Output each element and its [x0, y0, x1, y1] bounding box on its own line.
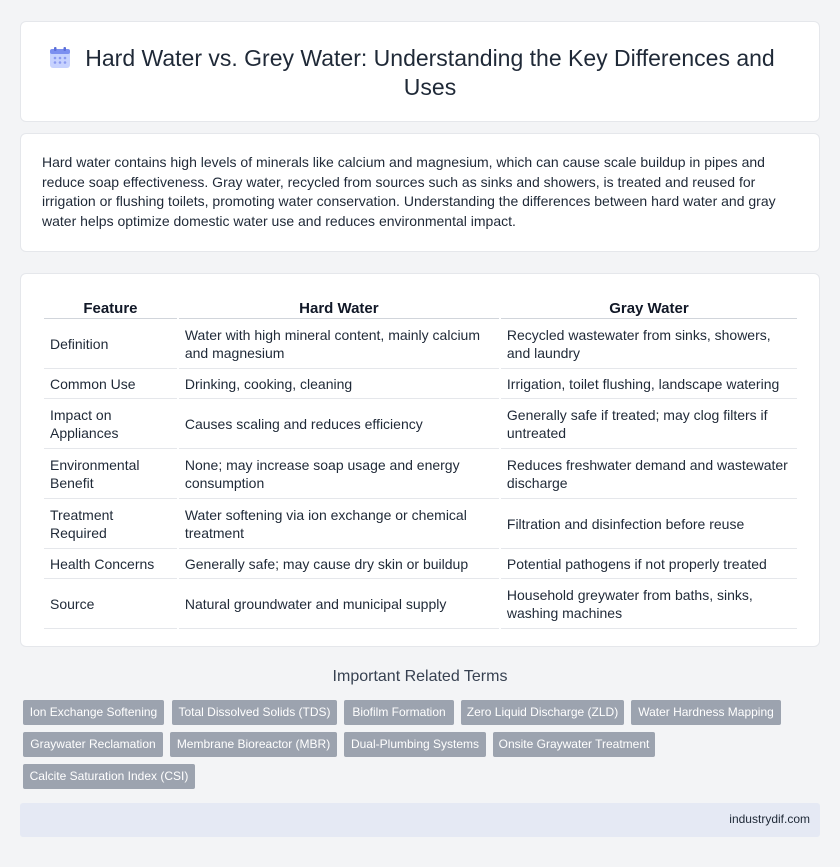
table-row [44, 549, 797, 579]
gray-water-cell: Potential pathogens if not properly treated [501, 549, 797, 579]
footer-site-link[interactable]: industrydif.com [729, 812, 810, 826]
tag-zero-liquid-discharge[interactable]: Zero Liquid Discharge (ZLD) [461, 700, 624, 725]
gray-water-cell: Household greywater from baths, sinks, washing machines [501, 579, 797, 629]
tag-ion-exchange-softening[interactable]: Ion Exchange Softening [23, 700, 164, 725]
table-row [44, 449, 797, 499]
related-terms-heading: Important Related Terms [332, 668, 508, 685]
feature-cell: Impact on Appliances [44, 399, 177, 449]
table-row [44, 579, 797, 629]
tag-dual-plumbing-systems[interactable]: Dual-Plumbing Systems [344, 732, 486, 757]
feature-cell: Definition [44, 319, 177, 369]
gray-water-cell: Irrigation, toilet flushing, landscape watering [501, 369, 797, 399]
hard-water-cell: Drinking, cooking, cleaning [179, 369, 499, 399]
tag-onsite-graywater-treatment[interactable]: Onsite Graywater Treatment [493, 732, 655, 757]
hard-water-cell: Water with high mineral content, mainly calcium and magnesium [179, 319, 499, 369]
table-header-row [44, 295, 797, 319]
gray-water-cell: Recycled wastewater from sinks, showers, and laundry [501, 319, 797, 369]
gray-water-cell: Reduces freshwater demand and wastewater discharge [501, 449, 797, 499]
table-row [44, 369, 797, 399]
tag-graywater-reclamation[interactable]: Graywater Reclamation [23, 732, 163, 757]
tag-membrane-bioreactor[interactable]: Membrane Bioreactor (MBR) [170, 732, 337, 757]
hard-water-cell: Water softening via ion exchange or chemical treatment [179, 499, 499, 549]
table-row [44, 499, 797, 549]
hard-water-cell: Generally safe; may cause dry skin or buildup [179, 549, 499, 579]
gray-water-cell: Generally safe if treated; may clog filters if untreated [501, 399, 797, 449]
header-hard-water: Hard Water [179, 295, 499, 319]
feature-cell: Common Use [44, 369, 177, 399]
comparison-table [42, 295, 799, 629]
tag-biofilm-formation[interactable]: Biofilm Formation [344, 700, 454, 725]
feature-cell: Treatment Required [44, 499, 177, 549]
header-gray-water: Gray Water [501, 295, 797, 319]
hard-water-cell: Natural groundwater and municipal supply [179, 579, 499, 629]
footer [20, 803, 820, 837]
page-title: Hard Water vs. Grey Water: Understanding the Key Differences and Uses [85, 45, 775, 100]
feature-cell: Health Concerns [44, 549, 177, 579]
hard-water-cell: None; may increase soap usage and energy consumption [179, 449, 499, 499]
title-card [20, 21, 820, 122]
table-row [44, 319, 797, 369]
header-feature: Feature [44, 295, 177, 319]
intro-paragraph: Hard water contains high levels of minerals like calcium and magnesium, which can cause scale buildup in pipes and reduce soap effectiveness. Gray water, recycled from sources such as sinks and showers, is treated and reused for irrigation or flushing toilets, promoting water conservation. Understanding the differences between hard water and gray water helps optimize domestic water use and reduces environmental impact. [42, 154, 776, 229]
comparison-card [20, 273, 820, 647]
intro-card [20, 133, 820, 252]
hard-water-cell: Causes scaling and reduces efficiency [179, 399, 499, 449]
tag-total-dissolved-solids[interactable]: Total Dissolved Solids (TDS) [172, 700, 337, 725]
tag-water-hardness-mapping[interactable]: Water Hardness Mapping [631, 700, 781, 725]
table-row [44, 399, 797, 449]
feature-cell: Environmental Benefit [44, 449, 177, 499]
tag-calcite-saturation-index[interactable]: Calcite Saturation Index (CSI) [23, 764, 195, 789]
gray-water-cell: Filtration and disinfection before reuse [501, 499, 797, 549]
feature-cell: Source [44, 579, 177, 629]
